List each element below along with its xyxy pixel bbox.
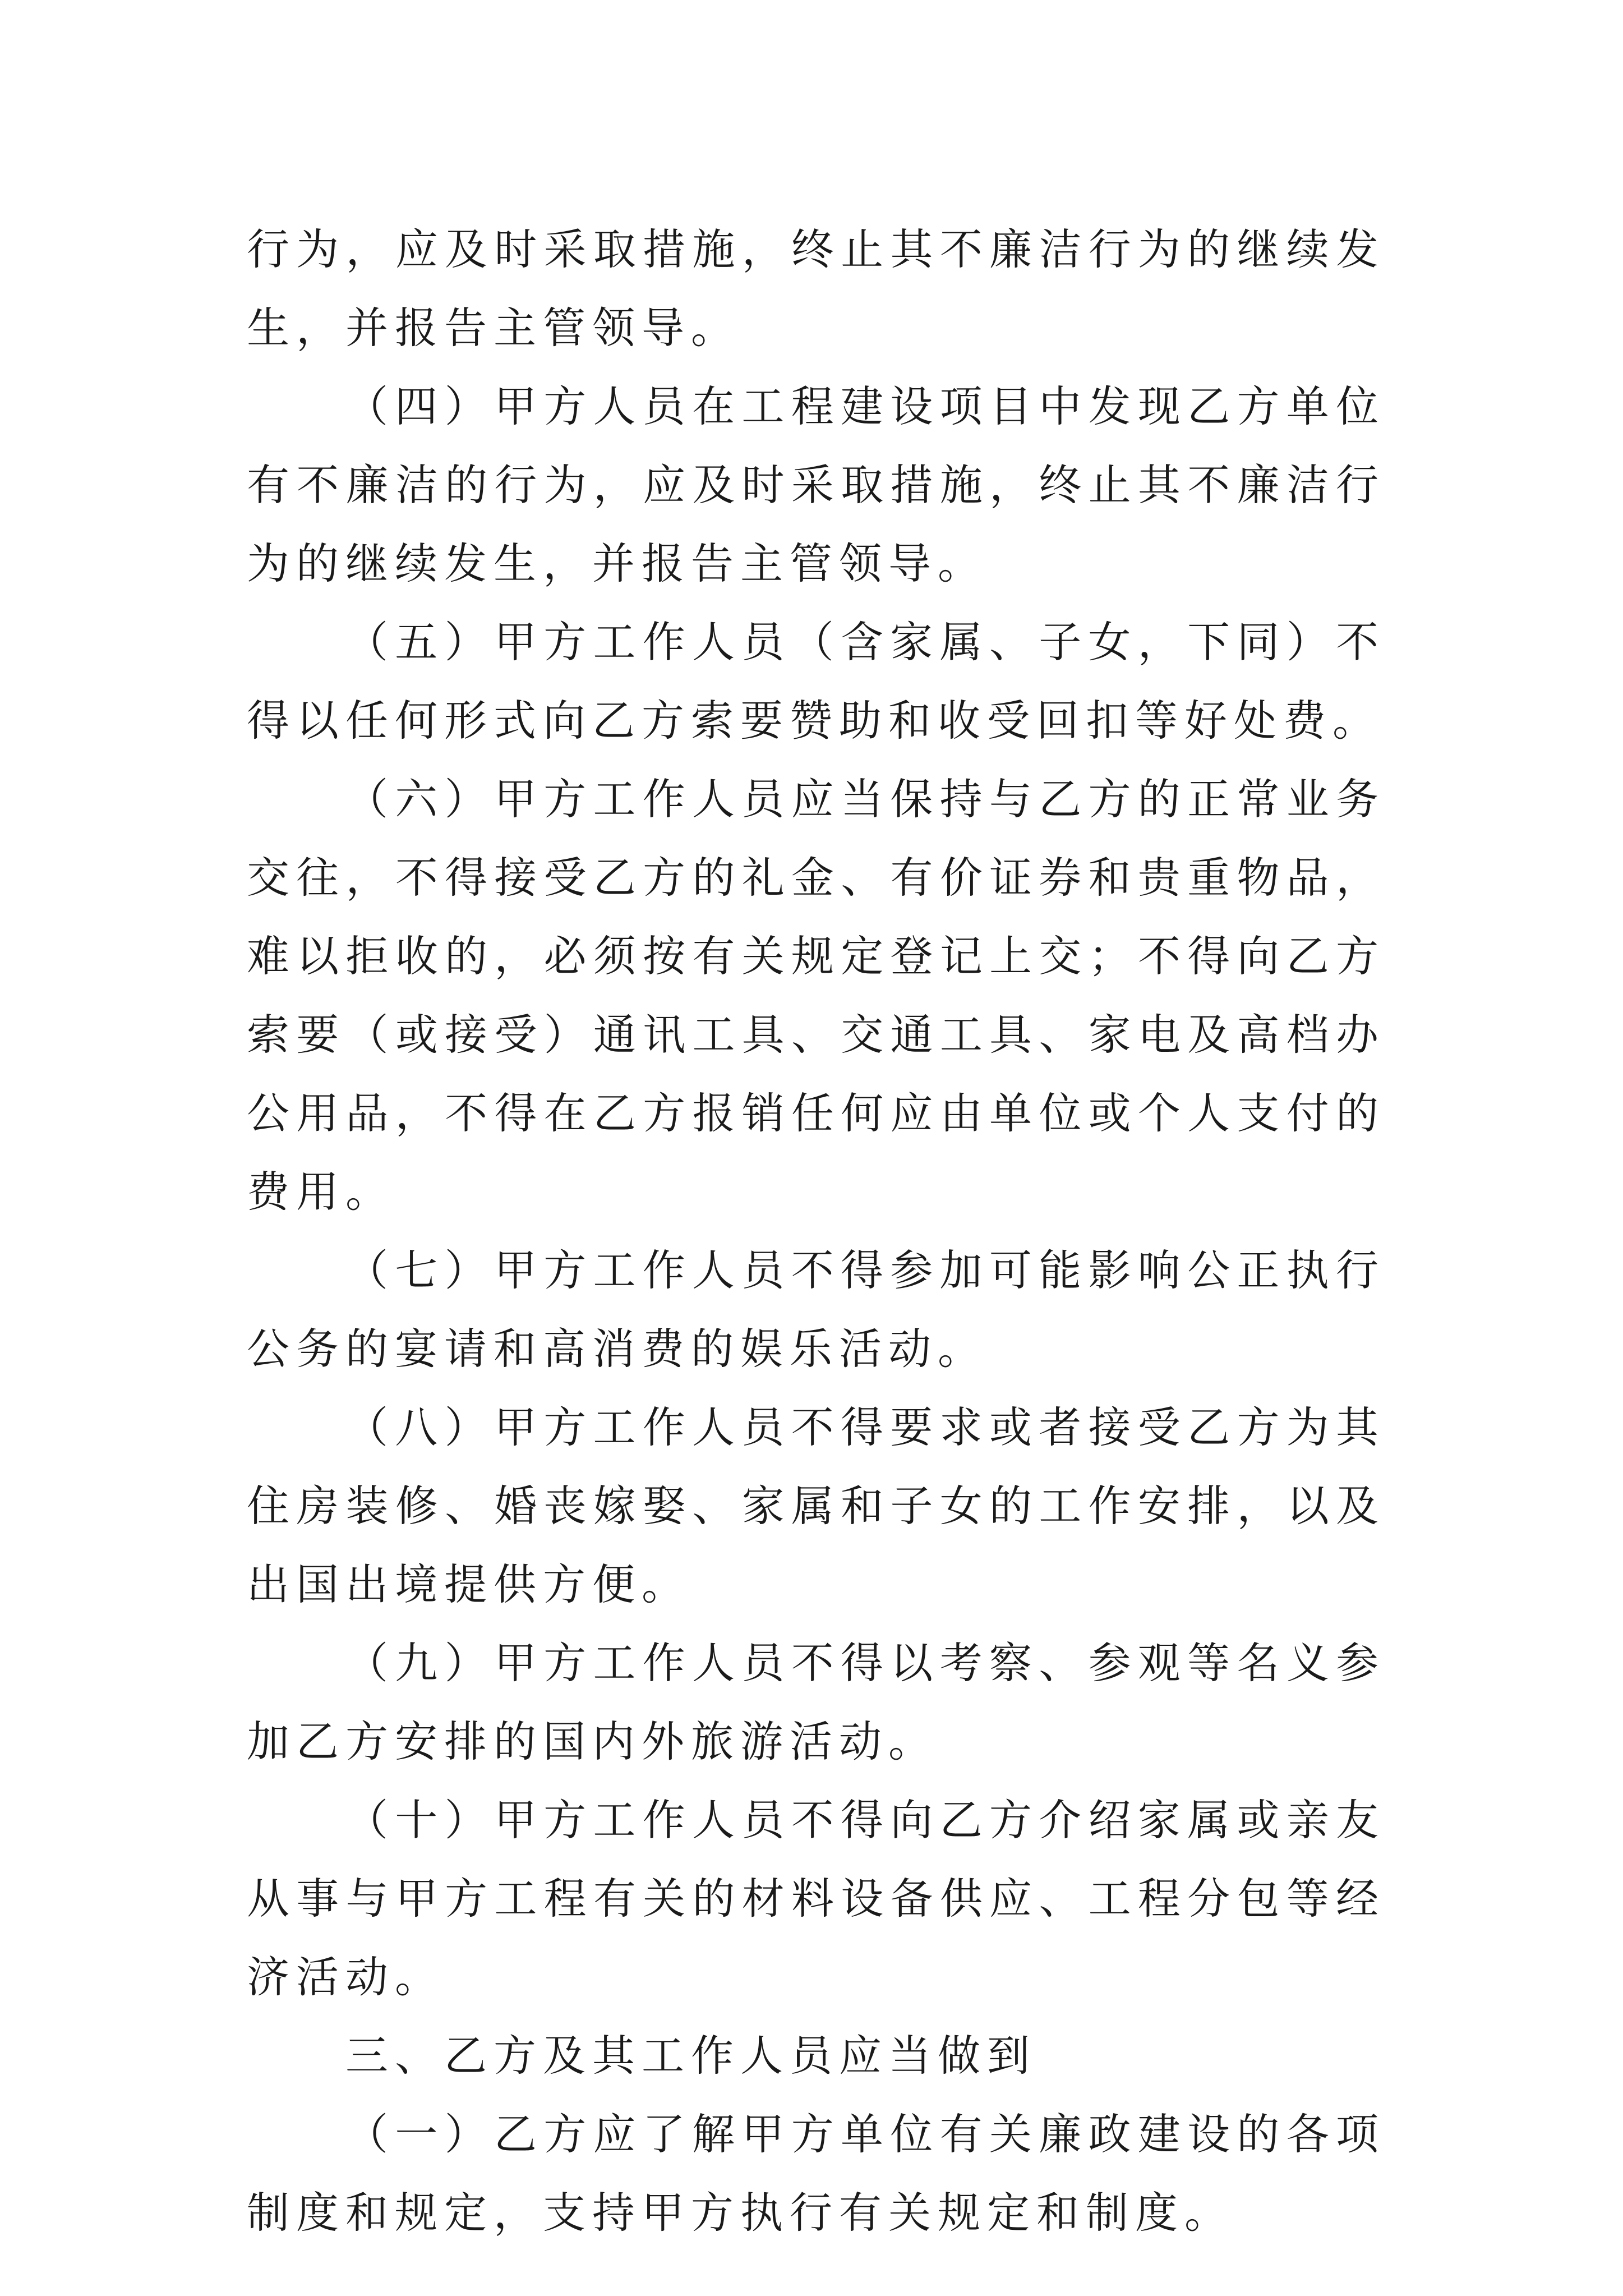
paragraph-clause-9: （九）甲方工作人员不得以考察、参观等名义参加乙方安排的国内外旅游活动。 [247,1638,1385,1766]
document-body [247,210,1385,2252]
paragraph-clause-8: （八）甲方工作人员不得要求或者接受乙方为其住房装修、婚丧嫁娶、家属和子女的工作安排，以及出国出境提供方便。 [247,1402,1385,1609]
paragraph-continued: 行为，应及时采取措施，终止其不廉洁行为的继续发生，并报告主管领导。 [247,224,1385,353]
paragraph-clause-7: （七）甲方工作人员不得参加可能影响公正执行公务的宴请和高消费的娱乐活动。 [247,1245,1385,1374]
paragraph-clause-1: （一）乙方应了解甲方单位有关廉政建设的各项制度和规定，支持甲方执行有关规定和制度。 [247,2109,1385,2238]
paragraph-clause-10: （十）甲方工作人员不得向乙方介绍家属或亲友从事与甲方工程有关的材料设备供应、工程分包等经济活动。 [247,1795,1385,2002]
paragraph-clause-5: （五）甲方工作人员（含家属、子女，下同）不得以任何形式向乙方索要赞助和收受回扣等好处费。 [247,617,1385,746]
paragraph-clause-6: （六）甲方工作人员应当保持与乙方的正常业务交往，不得接受乙方的礼金、有价证券和贵重物品，难以拒收的，必须按有关规定登记上交；不得向乙方索要（或接受）通讯工具、交通工具、家电及高档办公用品，不得在乙方报销任何应由单位或个人支付的费用。 [247,774,1385,1217]
paragraph-clause-4: （四）甲方人员在工程建设项目中发现乙方单位有不廉洁的行为，应及时采取措施，终止其不廉洁行为的继续发生，并报告主管领导。 [247,381,1385,588]
section-heading-3: 三、乙方及其工作人员应当做到 [345,2031,1036,2081]
